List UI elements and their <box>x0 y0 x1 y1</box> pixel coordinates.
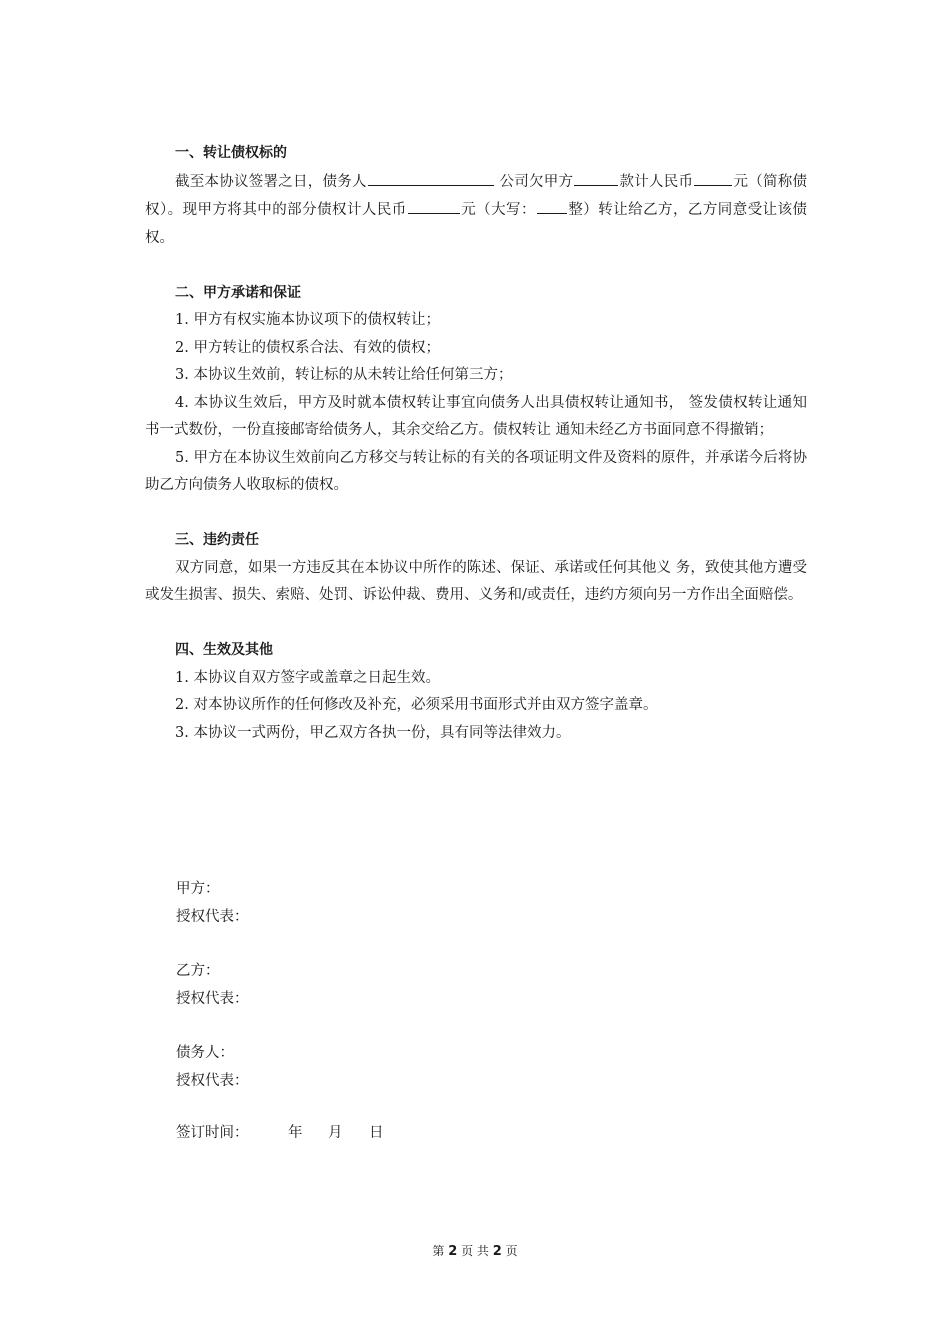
section4-item-1: 1. 本协议自双方签字或盖章之日起生效。 <box>175 669 440 686</box>
party-a-rep-label: 授权代表： <box>176 908 249 925</box>
debtor-rep-label: 授权代表： <box>176 1072 249 1089</box>
footer-suffix: 页 <box>505 1244 518 1258</box>
section1-paragraph <box>145 168 807 253</box>
total-page-number: 2 <box>492 1244 502 1259</box>
agreement-body <box>145 140 807 747</box>
party-b-signature-block <box>176 958 249 1013</box>
page-footer <box>0 1242 950 1259</box>
signing-date-label: 签订时间： <box>176 1125 249 1141</box>
debtor-signature-block <box>176 1040 249 1095</box>
section1-text-e: 元（大写： <box>460 202 536 218</box>
debt-type-blank <box>574 168 618 186</box>
section1-text-b: 公司欠甲方 <box>494 173 574 190</box>
party-a-signature-block <box>176 876 249 931</box>
party-b-rep-label: 授权代表： <box>176 990 249 1007</box>
footer-middle: 页 共 <box>461 1244 489 1258</box>
section4-heading: 四、生效及其他 <box>175 642 273 658</box>
section1-text-c: 款计人民币 <box>619 173 694 190</box>
section1-text-d: 元（简称债权）。现甲方将其中的部分债权计人民币 <box>145 173 808 218</box>
section2-item-3: 3. 本协议生效前，转让标的从未转让给任何第三方； <box>175 367 513 383</box>
day-label: 日 <box>369 1125 384 1141</box>
amount-in-words-blank <box>537 196 567 214</box>
month-label: 月 <box>328 1125 343 1141</box>
current-page-number: 2 <box>448 1244 458 1259</box>
footer-prefix: 第 <box>432 1244 445 1258</box>
section1-heading: 一、转让债权标的 <box>175 145 287 161</box>
section1-text-f: 整）转让给乙方，乙方同意受让该债权。 <box>145 202 808 246</box>
section2-item-1: 1. 甲方有权实施本协议项下的债权转让； <box>175 312 440 328</box>
year-label: 年 <box>288 1125 303 1141</box>
section2-heading: 二、甲方承诺和保证 <box>175 284 301 301</box>
section3-heading: 三、违约责任 <box>175 532 259 548</box>
party-b-label: 乙方： <box>176 963 220 979</box>
section4-item-2: 2. 对本协议所作的任何修改及补充，必须采用书面形式并由双方签字盖章。 <box>175 697 658 713</box>
section3-paragraph: 双方同意，如果一方违反其在本协议中所作的陈述、保证、承诺或任何其他义 务，致使其他方遭受或发生损害、损失、索赔、处罚、诉讼仲裁、费用、义务和/或责任，违约方须向另一方作出全面赔偿。 <box>145 559 807 603</box>
debtor-name-blank <box>368 168 494 186</box>
transfer-amount-blank <box>408 196 460 214</box>
section4-item-3: 3. 本协议一式两份，甲乙双方各执一份，具有同等法律效力。 <box>175 724 571 741</box>
section2-item-5: 5. 甲方在本协议生效前向乙方移交与转让标的有关的各项证明文件及资料的原件，并承诺今后将协助乙方向债务人收取标的债权。 <box>145 449 807 493</box>
total-amount-blank <box>694 168 732 186</box>
debtor-label: 债务人： <box>176 1045 234 1061</box>
section2-item-4: 4. 本协议生效后，甲方及时就本债权转让事宜向债务人出具债权转让通知书， 签发债权转让通知书一式数份，一份直接邮寄给债务人，其余交给乙方。债权转让 通知未经乙方书面同意不得撤销； <box>145 394 807 438</box>
section2-item-2: 2. 甲方转让的债权系合法、有效的债权； <box>175 339 440 356</box>
section1-text-a: 截至本协议签署之日，债务人 <box>175 173 367 190</box>
party-a-label: 甲方： <box>176 881 220 897</box>
